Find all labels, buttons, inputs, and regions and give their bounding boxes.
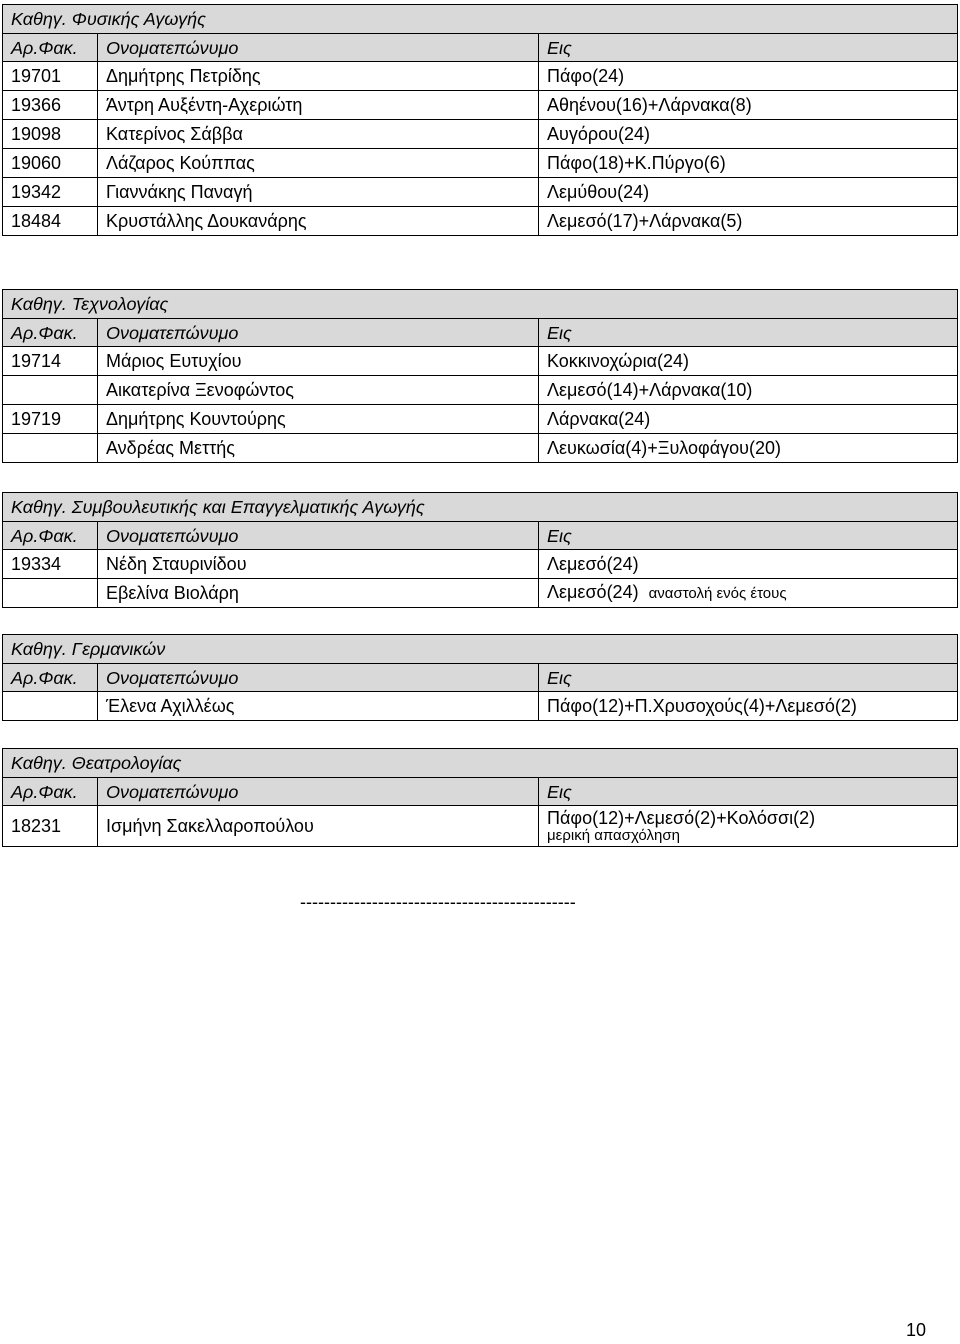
person-name: Μάριος Ευτυχίου xyxy=(98,347,539,376)
header-name: Ονοματεπώνυμο xyxy=(98,34,539,62)
file-number xyxy=(3,376,98,405)
table-row xyxy=(3,579,958,608)
destination: Λεμεσό(14)+Λάρνακα(10) xyxy=(539,376,958,405)
header-file: Αρ.Φακ. xyxy=(3,34,98,62)
person-name: Ισμήνη Σακελλαροπούλου xyxy=(98,806,539,847)
file-number xyxy=(3,692,98,721)
section-theatre-studies xyxy=(2,748,958,847)
person-name: Έλενα Αχιλλέως xyxy=(98,692,539,721)
destination-cell xyxy=(539,579,958,608)
person-name: Δημήτρης Πετρίδης xyxy=(98,62,539,91)
destination: Λάρνακα(24) xyxy=(539,405,958,434)
header-to: Εις xyxy=(539,778,958,806)
file-number: 19719 xyxy=(3,405,98,434)
note: μερική απασχόληση xyxy=(547,827,680,844)
file-number xyxy=(3,579,98,608)
destination: Λευκωσία(4)+Ξυλοφάγου(20) xyxy=(539,434,958,463)
file-number: 19701 xyxy=(3,62,98,91)
section-german xyxy=(2,634,958,721)
file-number: 19334 xyxy=(3,550,98,579)
destination: Αθηένου(16)+Λάρνακα(8) xyxy=(539,91,958,120)
header-to: Εις xyxy=(539,319,958,347)
file-number: 19342 xyxy=(3,178,98,207)
file-number: 18231 xyxy=(3,806,98,847)
header-file: Αρ.Φακ. xyxy=(3,319,98,347)
page-number: 10 xyxy=(906,1320,927,1340)
destination-cell xyxy=(539,806,958,847)
person-name: Δημήτρης Κουντούρης xyxy=(98,405,539,434)
file-number: 19098 xyxy=(3,120,98,149)
table-row xyxy=(3,149,958,178)
header-file: Αρ.Φακ. xyxy=(3,522,98,550)
section-counseling xyxy=(2,492,958,608)
note: αναστολή ενός έτους xyxy=(648,585,787,602)
file-number: 19714 xyxy=(3,347,98,376)
section-technology xyxy=(2,289,958,463)
person-name: Εβελίνα Βιολάρη xyxy=(98,579,539,608)
person-name: Ανδρέας Μεττής xyxy=(98,434,539,463)
table-row xyxy=(3,376,958,405)
header-file: Αρ.Φακ. xyxy=(3,778,98,806)
header-file: Αρ.Φακ. xyxy=(3,664,98,692)
section-physical-education xyxy=(2,4,958,236)
destination: Κοκκινοχώρια(24) xyxy=(539,347,958,376)
destination: Λεμεσό(24) xyxy=(539,550,958,579)
file-number: 18484 xyxy=(3,207,98,236)
table-row xyxy=(3,91,958,120)
destination: Πάφο(18)+Κ.Πύργο(6) xyxy=(539,149,958,178)
person-name: Νέδη Σταυρινίδου xyxy=(98,550,539,579)
header-name: Ονοματεπώνυμο xyxy=(98,778,539,806)
header-name: Ονοματεπώνυμο xyxy=(98,319,539,347)
person-name: Λάζαρος Κούππας xyxy=(98,149,539,178)
section-title: Καθηγ. Φυσικής Αγωγής xyxy=(3,5,958,34)
header-to: Εις xyxy=(539,522,958,550)
person-name: Κατερίνος Σάββα xyxy=(98,120,539,149)
person-name: Γιαννάκης Παναγή xyxy=(98,178,539,207)
destination: Λεμύθου(24) xyxy=(539,178,958,207)
header-to: Εις xyxy=(539,664,958,692)
table-row xyxy=(3,207,958,236)
section-title: Καθηγ. Γερμανικών xyxy=(3,635,958,664)
destination: Πάφο(12)+Π.Χρυσοχούς(4)+Λεμεσό(2) xyxy=(539,692,958,721)
header-name: Ονοματεπώνυμο xyxy=(98,664,539,692)
section-title: Καθηγ. Θεατρολογίας xyxy=(3,749,958,778)
person-name: Αικατερίνα Ξενοφώντος xyxy=(98,376,539,405)
person-name: Κρυστάλλης Δουκανάρης xyxy=(98,207,539,236)
section-title: Καθηγ. Συμβουλευτικής και Επαγγελματικής Αγωγής xyxy=(3,493,958,522)
table-row xyxy=(3,405,958,434)
destination: Λεμεσό(24) xyxy=(547,582,639,602)
header-to: Εις xyxy=(539,34,958,62)
table-row xyxy=(3,120,958,149)
table-row xyxy=(3,347,958,376)
destination: Πάφο(12)+Λεμεσό(2)+Κολόσσι(2) xyxy=(547,808,816,828)
destination: Αυγόρου(24) xyxy=(539,120,958,149)
section-title: Καθηγ. Τεχνολογίας xyxy=(3,290,958,319)
person-name: Άντρη Αυξέντη-Αχεριώτη xyxy=(98,91,539,120)
file-number: 19060 xyxy=(3,149,98,178)
table-row xyxy=(3,806,958,847)
header-name: Ονοματεπώνυμο xyxy=(98,522,539,550)
destination: Λεμεσό(17)+Λάρνακα(5) xyxy=(539,207,958,236)
table-row xyxy=(3,434,958,463)
table-row xyxy=(3,550,958,579)
table-row xyxy=(3,692,958,721)
table-row xyxy=(3,62,958,91)
table-row xyxy=(3,178,958,207)
file-number xyxy=(3,434,98,463)
separator-line: ---------------------------------------------- xyxy=(300,892,576,912)
destination: Πάφο(24) xyxy=(539,62,958,91)
file-number: 19366 xyxy=(3,91,98,120)
